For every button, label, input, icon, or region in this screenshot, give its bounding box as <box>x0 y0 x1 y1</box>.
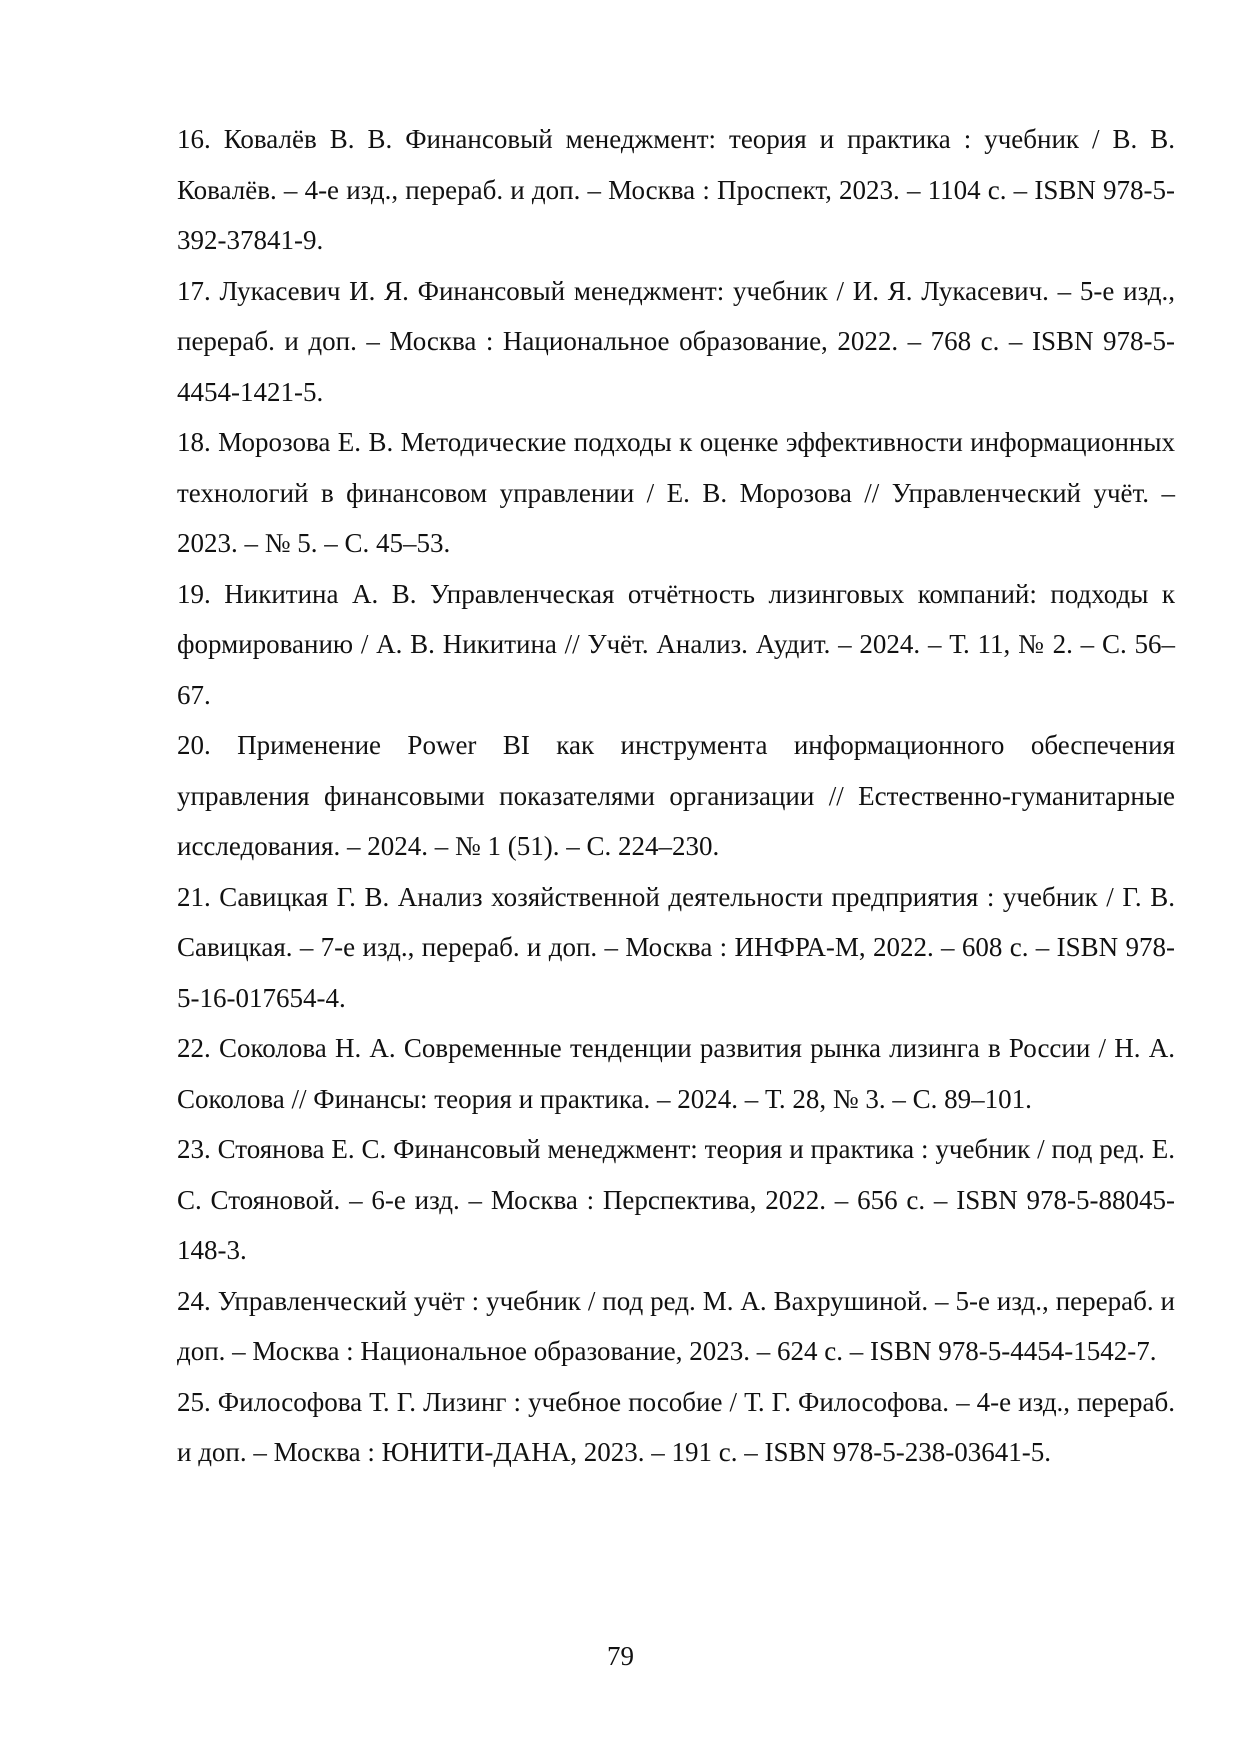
reference-list <box>177 114 1175 1478</box>
reference-item-21: 21. Савицкая Г. В. Анализ хозяйственной деятельности предприятия : учебник / Г. В. Савицкая. – 7-е изд., перераб. и доп. – Москва : ИНФРА-М, 2022. – 608 с. – ISBN 978-5-16-017654-4. <box>177 881 1175 1013</box>
reference-item-22: 22. Соколова Н. А. Современные тенденции развития рынка лизинга в России / Н. А. Соколова // Финансы: теория и практика. – 2024. – Т. 28, № 3. – С. 89–101. <box>177 1033 1175 1114</box>
reference-item-24: 24. Управленческий учёт : учебник / под ред. М. А. Вахрушиной. – 5-е изд., перераб. и доп. – Москва : Национальное образование, 2023. – 624 с. – ISBN 978-5-4454-1542-7. <box>177 1285 1175 1366</box>
reference-item-23: 23. Стоянова Е. С. Финансовый менеджмент: теория и практика : учебник / под ред. Е. С. Стояновой. – 6-е изд. – Москва : Перспектива, 2022. – 656 с. – ISBN 978-5-88045-148-3. <box>177 1134 1175 1265</box>
page-number: 79 <box>607 1641 634 1671</box>
reference-item-25: 25. Философова Т. Г. Лизинг : учебное пособие / Т. Г. Философова. – 4-е изд., перераб. и доп. – Москва : ЮНИТИ-ДАНА, 2023. – 191 с. – ISBN 978-5-238-03641-5. <box>177 1386 1175 1467</box>
reference-item-19: 19. Никитина А. В. Управленческая отчётность лизинговых компаний: подходы к формированию / А. В. Никитина // Учёт. Анализ. Аудит. – 2024. – Т. 11, № 2. – С. 56–67. <box>177 578 1175 710</box>
reference-item-20: 20. Применение Power BI как инструмента информационного обеспечения управления финансовыми показателями организации // Естественно-гуманитарные исследования. – 2024. – № 1 (51). – С. 224–230. <box>177 730 1175 861</box>
reference-item-17: 17. Лукасевич И. Я. Финансовый менеджмент: учебник / И. Я. Лукасевич. – 5-е изд., перераб. и доп. – Москва : Национальное образование, 2022. – 768 с. – ISBN 978-5-4454-1421-5. <box>177 275 1175 407</box>
reference-item-18: 18. Морозова Е. В. Методические подходы к оценке эффективности информационных технологий в финансовом управлении / Е. В. Морозова // Управленческий учёт. – 2023. – № 5. – С. 45–53. <box>177 427 1175 558</box>
reference-item-16: 16. Ковалёв В. В. Финансовый менеджмент: теория и практика : учебник / В. В. Ковалёв. – 4-е изд., перераб. и доп. – Москва : Проспект, 2023. – 1104 с. – ISBN 978-5-392-37841-9. <box>177 124 1175 255</box>
